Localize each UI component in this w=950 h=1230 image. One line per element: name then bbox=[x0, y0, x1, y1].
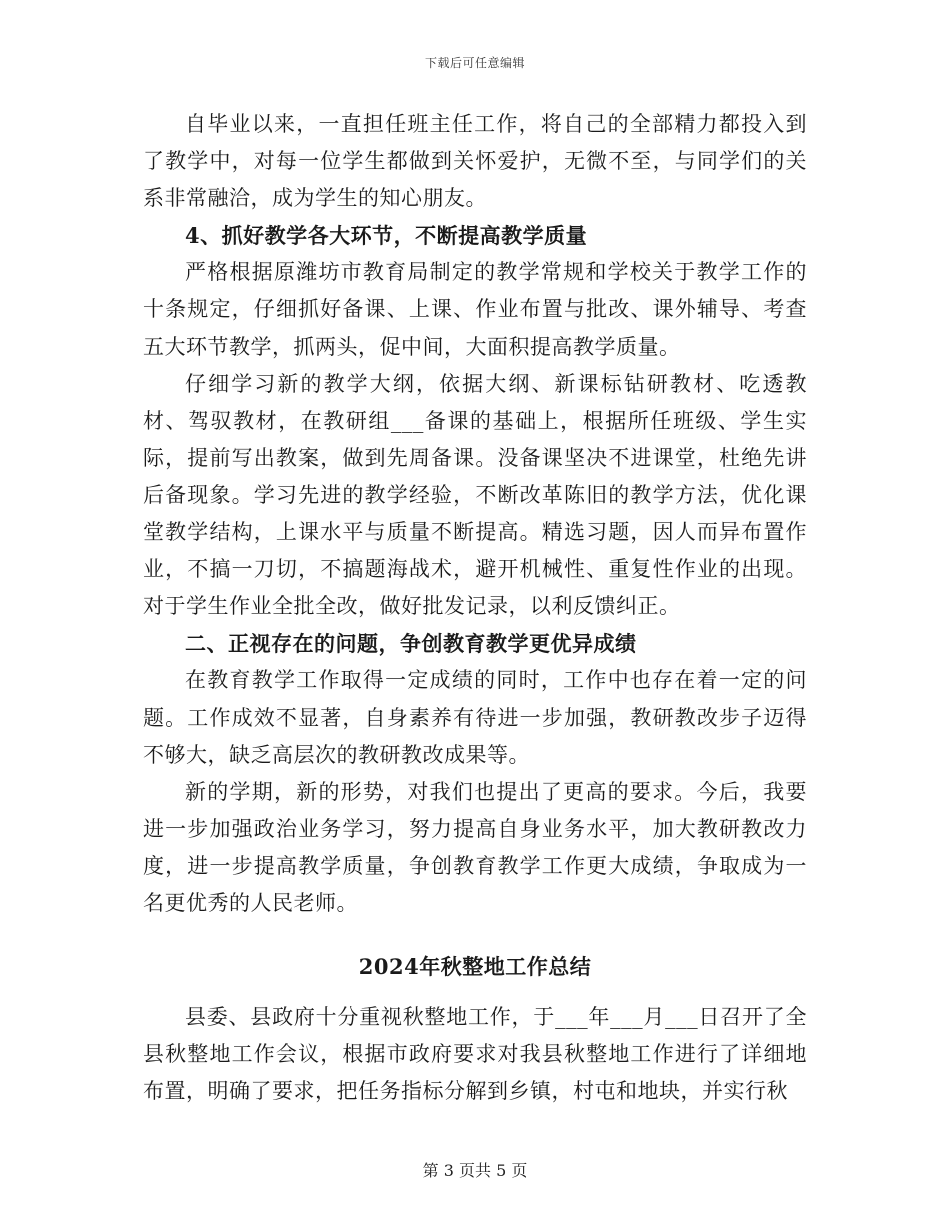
section-heading-2: 二、正视存在的问题，争创教育教学更优异成绩 bbox=[185, 631, 637, 657]
paragraph-6: 县委、县政府十分重视秋整地工作，于___年___月___日召开了全县秋整地工作会议，根据市政府要求对我县秋整地工作进行了详细地布置，明确了要求，把任务指标分解到乡镇，村屯和地块，并实行秋 bbox=[143, 1005, 807, 1104]
document-title: 2024年秋整地工作总结 bbox=[358, 954, 592, 980]
paragraph-5: 新的学期，新的形势，对我们也提出了更高的要求。今后，我要进一步加强政治业务学习，努力提高自身业务水平，加大教研教改力度，进一步提高教学质量，争创教育教学工作更大成绩，争取成为一名更优秀的人民老师。 bbox=[143, 779, 807, 915]
section-heading-4: 4、抓好教学各大环节，不断提高教学质量 bbox=[185, 223, 588, 249]
paragraph-1: 自毕业以来，一直担任班主任工作，将自己的全部精力都投入到了教学中，对每一位学生都做到关怀爱护，无微不至，与同学们的关系非常融洽，成为学生的知心朋友。 bbox=[143, 112, 807, 211]
paragraph-2: 严格根据原潍坊市教育局制定的教学常规和学校关于教学工作的十条规定，仔细抓好备课、上课、作业布置与批改、课外辅导、考查五大环节教学，抓两头，促中间，大面积提高教学质量。 bbox=[143, 260, 807, 359]
page-number: 第 3 页共 5 页 bbox=[422, 1161, 528, 1180]
paragraph-4: 在教育教学工作取得一定成绩的同时，工作中也存在着一定的问题。工作成效不显著，自身素养有待进一步加强，教研教改步子迈得不够大，缺乏高层次的教研教改成果等。 bbox=[143, 668, 807, 767]
document-body bbox=[143, 106, 807, 1110]
page-header-note: 下载后可任意编辑 bbox=[424, 56, 525, 70]
paragraph-3: 仔细学习新的教学大纲，依据大纲、新课标钻研教材、吃透教材、驾驭教材，在教研组___备课的基础上，根据所任班级、学生实际，提前写出教案，做到先周备课。没备课坚决不进课堂，杜绝先讲后备现象。学习先进的教学经验，不断改革陈旧的教学方法，优化课堂教学结构，上课水平与质量不断提高。精选习题，因人而异布置作业，不搞一刀切，不搞题海战术，避开机械性、重复性作业的出现。对于学生作业全批全改，做好批发记录，以利反馈纠正。 bbox=[143, 371, 807, 619]
